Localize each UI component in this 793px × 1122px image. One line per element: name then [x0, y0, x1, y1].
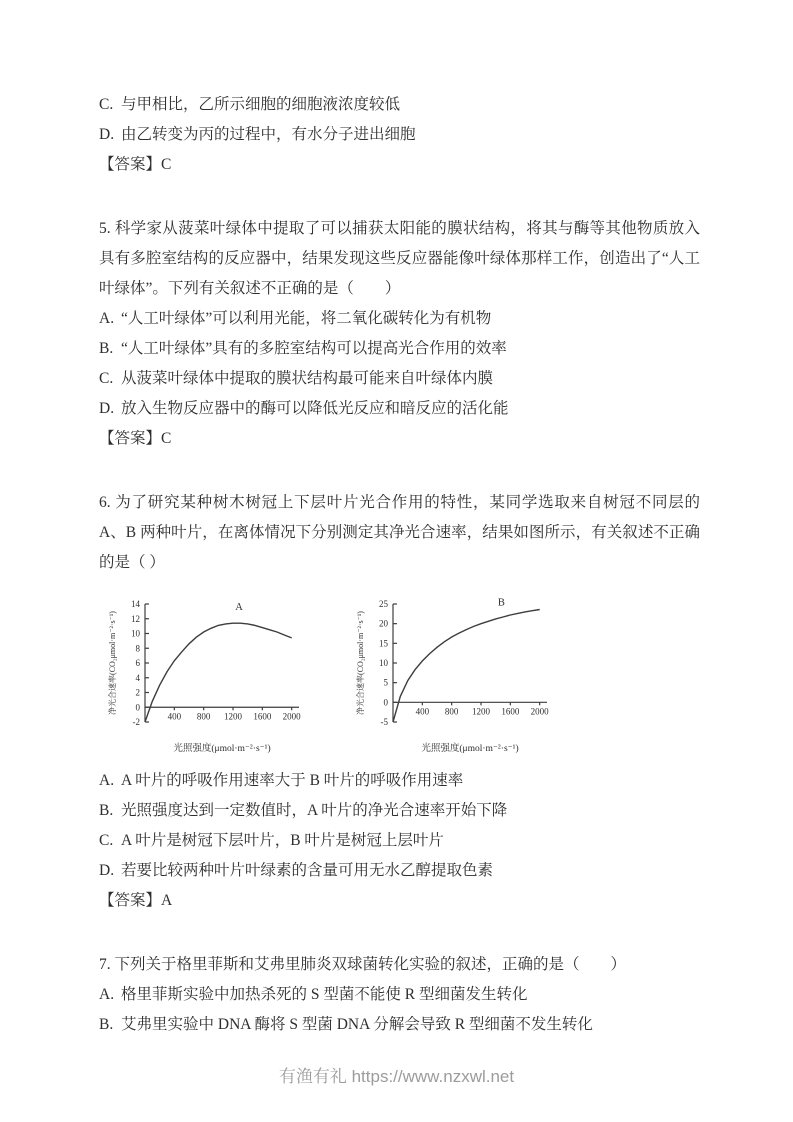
svg-text:25: 25: [379, 599, 388, 609]
svg-text:-2: -2: [132, 717, 140, 727]
svg-text:2: 2: [135, 687, 140, 698]
figure-q6: [107, 592, 700, 754]
option-text: 与甲相比，乙所示细胞的细胞液浓度较低: [121, 96, 401, 113]
svg-text:15: 15: [379, 638, 388, 649]
question-5: [99, 214, 700, 454]
answer-value: C: [161, 156, 172, 173]
option-label: C.: [99, 370, 114, 387]
svg-text:12: 12: [131, 613, 140, 624]
q7-option-b: [99, 1010, 700, 1040]
svg-text:净光合速率(CO₂μmol·m⁻²·s⁻¹): 净光合速率(CO₂μmol·m⁻²·s⁻¹): [108, 611, 117, 715]
svg-text:10: 10: [131, 628, 140, 639]
svg-text:1600: 1600: [501, 706, 520, 717]
svg-text:800: 800: [196, 711, 211, 722]
q6-option-b: [99, 796, 700, 826]
answer-value: A: [161, 892, 173, 909]
answer-prefix: 【答案】: [99, 156, 162, 173]
svg-text:-5: -5: [380, 717, 388, 727]
q6-option-d: [99, 856, 700, 886]
q4-option-d: [99, 120, 700, 150]
option-label: B.: [99, 802, 114, 819]
svg-text:14: 14: [131, 599, 140, 609]
q4-option-c: [99, 90, 700, 120]
svg-text:A: A: [235, 601, 243, 613]
svg-text:光照强度(μmol·m⁻²·s⁻¹): 光照强度(μmol·m⁻²·s⁻¹): [421, 744, 519, 754]
q5-stem: 5. 科学家从菠菜叶绿体中提取了可以捕获太阳能的膜状结构，将其与酶等其他物质放入具有多腔室结构的反应器中，结果发现这些反应器能像叶绿体那样工作，创造出了“人工叶绿体”。下列有关叙述不正确的是（ ）: [99, 220, 700, 297]
option-text: 艾弗里实验中 DNA 酶将 S 型菌 DNA 分解会导致 R 型细菌不发生转化: [121, 1016, 593, 1033]
answer-prefix: 【答案】: [99, 892, 162, 909]
option-label: C.: [99, 96, 114, 113]
q6-option-c: [99, 826, 700, 856]
q5-option-a: [99, 304, 700, 334]
svg-text:800: 800: [444, 706, 459, 717]
option-text: “人工叶绿体”具有的多腔室结构可以提高光合作用的效率: [121, 340, 507, 357]
q7-option-a: [99, 980, 700, 1010]
option-label: B.: [99, 340, 114, 357]
q4-answer-line: [99, 150, 700, 180]
svg-text:5: 5: [383, 677, 388, 688]
option-label: A.: [99, 310, 115, 327]
q5-answer-line: [99, 424, 700, 454]
svg-text:1200: 1200: [224, 711, 242, 722]
q5-option-b: [99, 334, 700, 364]
svg-text:0: 0: [135, 702, 140, 713]
svg-text:2000: 2000: [282, 711, 301, 722]
q5-option-c: [99, 364, 700, 394]
svg-text:400: 400: [415, 706, 430, 717]
svg-text:8: 8: [135, 643, 140, 654]
question-4-options: [99, 90, 700, 180]
svg-text:光照强度(μmol·m⁻²·s⁻¹): 光照强度(μmol·m⁻²·s⁻¹): [173, 744, 271, 754]
option-text: A 叶片是树冠下层叶片，B 叶片是树冠上层叶片: [121, 832, 444, 849]
option-label: D.: [99, 862, 115, 879]
option-label: D.: [99, 126, 115, 143]
option-label: C.: [99, 832, 114, 849]
chart-b: [355, 592, 555, 754]
option-text: 从菠菜叶绿体中提取的膜状结构最可能来自叶绿体内膜: [121, 370, 494, 387]
chart-a: [107, 592, 307, 754]
q6-answer-line: [99, 886, 700, 916]
svg-text:净光合速率(CO₂μmol·m⁻²·s⁻¹): 净光合速率(CO₂μmol·m⁻²·s⁻¹): [356, 611, 365, 715]
answer-value: C: [161, 430, 172, 447]
svg-text:2000: 2000: [530, 706, 549, 717]
q5-option-d: [99, 394, 700, 424]
question-6: [99, 488, 700, 916]
option-label: A.: [99, 986, 115, 1003]
svg-text:B: B: [497, 597, 505, 609]
option-label: D.: [99, 400, 115, 417]
svg-text:400: 400: [167, 711, 182, 722]
svg-text:1600: 1600: [253, 711, 272, 722]
svg-text:10: 10: [379, 658, 388, 668]
option-label: A.: [99, 772, 115, 789]
option-text: 由乙转变为丙的过程中，有水分子进出细胞: [121, 126, 416, 143]
svg-text:20: 20: [379, 618, 388, 629]
q6-option-a: [99, 766, 700, 796]
svg-text:0: 0: [383, 697, 388, 708]
option-text: A 叶片的呼吸作用速率大于 B 叶片的呼吸作用速率: [121, 772, 464, 789]
q7-stem: 7. 下列关于格里菲斯和艾弗里肺炎双球菌转化实验的叙述，正确的是（ ）: [99, 956, 627, 973]
svg-text:1200: 1200: [472, 706, 490, 717]
option-text: “人工叶绿体”可以利用光能，将二氧化碳转化为有机物: [121, 310, 492, 327]
watermark-footer: 有渔有礼 https://www.nzxwl.net: [278, 1067, 515, 1086]
option-text: 光照强度达到一定数值时，A 叶片的净光合速率开始下降: [121, 802, 508, 819]
option-text: 放入生物反应器中的酶可以降低光反应和暗反应的活化能: [121, 400, 509, 417]
option-text: 格里菲斯实验中加热杀死的 S 型菌不能使 R 型细菌发生转化: [121, 986, 528, 1003]
svg-text:6: 6: [135, 658, 140, 668]
q6-stem: 6. 为了研究某种树木树冠上下层叶片光合作用的特性，某同学选取来自树冠不同层的 A、B 两种叶片，在离体情况下分别测定其净光合速率，结果如图所示，有关叙述不正确的是（ ）: [99, 494, 700, 571]
svg-text:4: 4: [135, 672, 140, 683]
option-text: 若要比较两种叶片叶绿素的含量可用无水乙醇提取色素: [121, 862, 494, 879]
option-label: B.: [99, 1016, 114, 1033]
answer-prefix: 【答案】: [99, 430, 162, 447]
question-7: [99, 950, 700, 1040]
